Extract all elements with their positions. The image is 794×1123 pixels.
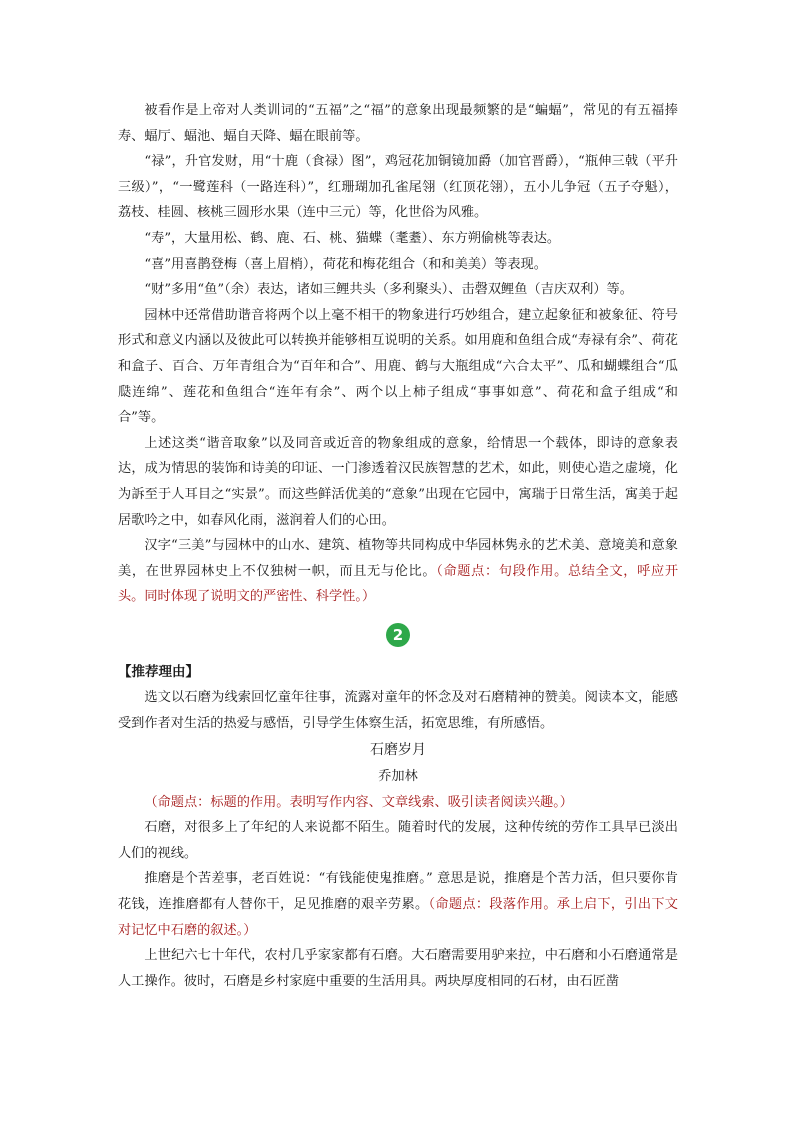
recommend-reason: 选文以石磨为线索回忆童年往事，流露对童年的怀念及对石磨精神的赞美。阅读本文，能感受到作者对生活的热爱与感悟，引导学生体察生活，拓宽思维，有所感悟。 xyxy=(118,690,678,732)
paragraph-shimo-intro: 石磨，对很多上了年纪的人来说都不陌生。随着时代的发展，这种传统的劳作工具早已淡出人们的视线。 xyxy=(118,820,678,861)
conclusion-text: 汉字“三美”与园林中的山水、建筑、植物等共同构成中华园林隽永的艺术美、意境美和意象美，在世界园林史上不仅独树一帜，而且无与伦比。 xyxy=(118,538,678,579)
article-author: 乔加林 xyxy=(378,768,418,784)
recommend-heading: 【推荐理由】 xyxy=(118,663,199,680)
paragraph-cai: “财”多用“鱼”（余）表达，诸如三鲤共头（多利聚头）、击磬双鲤鱼（吉庆双利）等。 xyxy=(144,282,633,298)
paragraph-tuimo xyxy=(118,866,678,943)
document-body xyxy=(118,98,678,994)
paragraph-xi: “喜”用喜鹊登梅（喜上眉梢），荷花和梅花组合（和和美美）等表现。 xyxy=(144,256,547,272)
article-title: 石磨岁月 xyxy=(370,741,426,758)
paragraph-shou: “寿”，大量用松、鹤、鹿、石、桃、猫蝶（耄耋）、东方朔偷桃等表达。 xyxy=(144,230,561,246)
paragraph-sixties: 上世纪六七十年代，农村几乎家家都有石磨。大石磨需要用驴来拉，中石磨和小石磨通常是人工操作。彼时，石磨是乡村家庭中重要的生活用具。两块厚度相同的石材，由石匠凿 xyxy=(118,948,678,989)
paragraph-annotation: （命题点：段落作用。承上启下，引出下文对记忆中石磨的叙述。） xyxy=(118,897,678,938)
paragraph-yixiang: 上述这类“谐音取象”以及同音或近音的物象组成的意象，给情思一个载体，即诗的意象表达，成为情思的装饰和诗美的印证、一门渗透着汉民族智慧的艺术，如此，则使心造之虚境，化为訴至于人耳目之“实景”。而这些鲜活优美的“意象”出现在它园中，寓瑞于日常生活，寓美于起居歌吟之中，如春风化雨，滋润着人们的心田。 xyxy=(118,435,678,528)
tuimo-text: 推磨是个苦差事，老百姓说：“有钱能使鬼推磨。” 意思是说，推磨是个苦力活，但只要你肯花钱，连推磨都有人替你干，足见推磨的艰辛劳累。 xyxy=(118,871,678,913)
paragraph-conclusion xyxy=(118,533,678,610)
paragraph-wufu: 被看作是上帝对人类训词的“五福”之“福”的意象出现最频繁的是“蝙蝠”，常见的有五福捧寿、蝠厅、蝠池、蝠自天降、蝠在眼前等。 xyxy=(118,103,678,144)
title-annotation: （命题点：标题的作用。表明写作内容、文章线索、吸引读者阅读兴趣。） xyxy=(144,794,573,810)
number-badge: 2 xyxy=(386,623,410,647)
paragraph-xieyin: 园林中还常借助谐音将两个以上毫不相干的物象进行巧妙组合，建立起象征和被象征、符号形式和意义内涵以及彼此可以转换并能够相互说明的关系。如用鹿和鱼组合成“寿禄有余”、荷花和盒子、百合、万年青组合为“百年和合”、用鹿、鹤与大瓶组成“六合太平”、瓜和蝴蝶组合“瓜瓞连绵”、莲花和鱼组合“连年有余”、两个以上柿子组成“事事如意”、荷花和盒子组成“和合”等。 xyxy=(118,307,678,426)
annotation-note: （命题点：句段作用。总结全文，呼应开头。同时体现了说明文的严密性、科学性。） xyxy=(118,563,679,605)
section-number xyxy=(118,623,678,647)
paragraph-lu: “禄”，升官发财，用“十鹿（食禄）图”，鸡冠花加铜镜加爵（加官晋爵），“瓶伸三戟（平升三级）”，“一鹭莲科（一路连科）”，红珊瑚加孔雀尾翎（红顶花翎），五小儿争冠（五子夺魁），荔枝、桂圆、核桃三圆形水果（连中三元）等，化世俗为风雅。 xyxy=(118,154,678,221)
